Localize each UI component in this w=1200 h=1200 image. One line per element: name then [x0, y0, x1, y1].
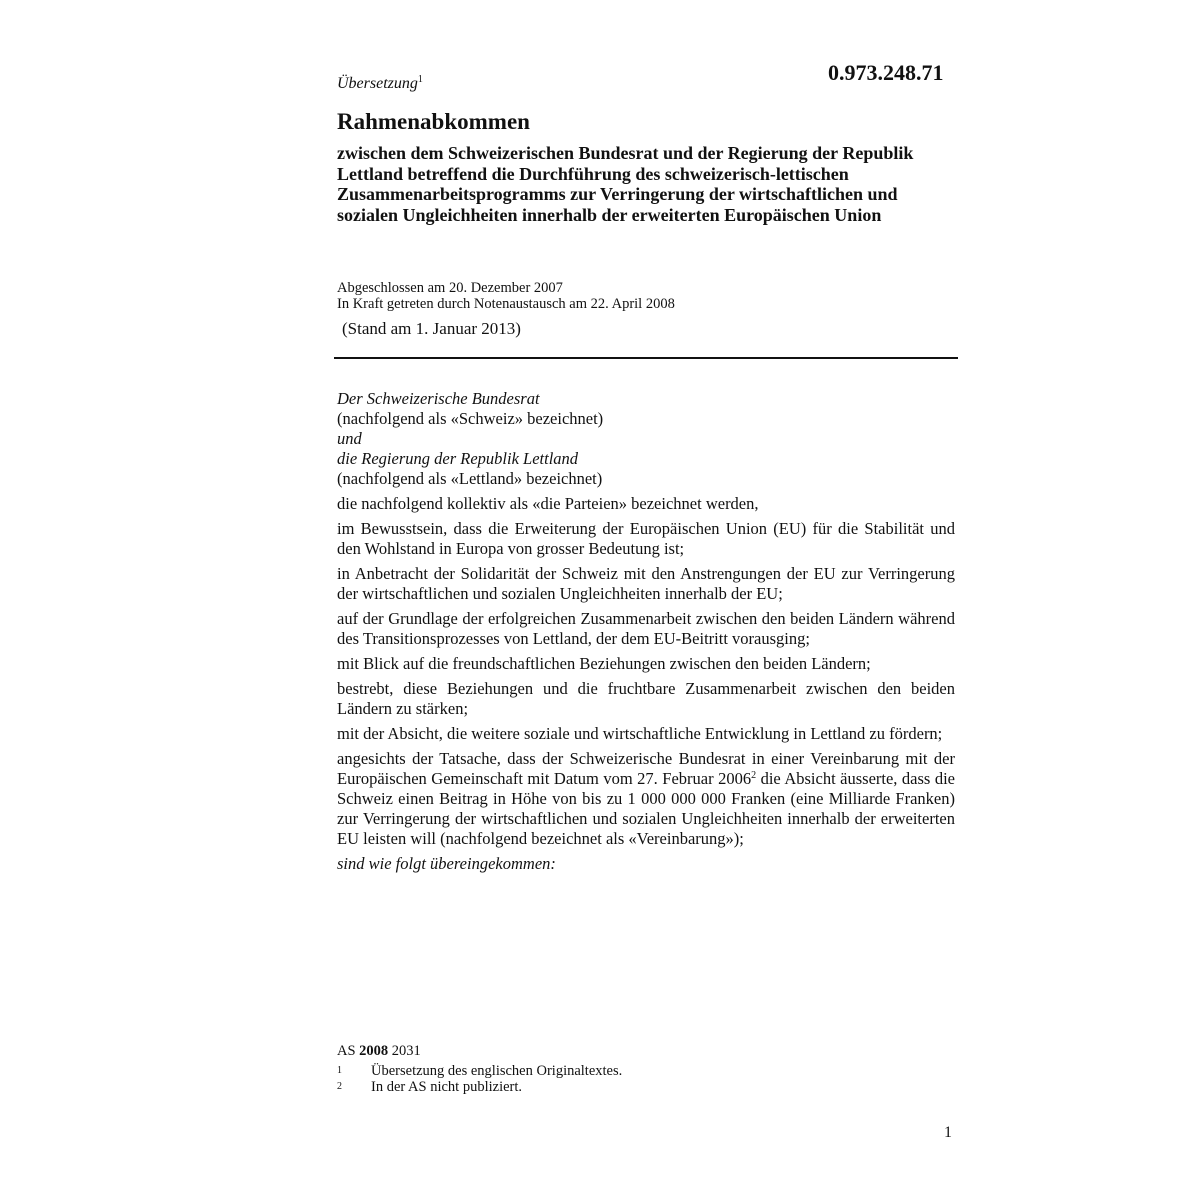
document-title: Rahmenabkommen — [337, 109, 530, 134]
document-subtitle: zwischen dem Schweizerischen Bundesrat und der Regierung der Republik Lettland betreffend die Durchführung des schweizerisch-lettischen Zusammenarbeitsprogramms zur Verringerung der wirtschaftlichen und sozialen Ungleichheiten innerhalb der erweiterten Europäischen Union — [337, 143, 914, 225]
in-force-date: In Kraft getreten durch Notenaustausch am 22. April 2008 — [337, 296, 675, 312]
preamble-last-recital — [337, 749, 955, 849]
footnote — [337, 1063, 622, 1079]
status-date: (Stand am 1. Januar 2013) — [342, 319, 521, 338]
preamble-paragraph: bestrebt, diese Beziehungen und die fruchtbare Zusammenarbeit zwischen den beiden Ländern zu stärken; — [337, 679, 955, 718]
preamble-paragraph: in Anbetracht der Solidarität der Schweiz mit den Anstrengungen der EU zur Verringerung der wirtschaftlichen und sozialen Ungleichheiten innerhalb der EU; — [337, 564, 955, 603]
footnote-text: In der AS nicht publiziert. — [371, 1079, 523, 1095]
document-body — [337, 389, 955, 879]
footnote-text: Übersetzung des englischen Originaltextes. — [371, 1063, 623, 1079]
footnote — [337, 1079, 622, 1095]
footnote-number: 1 — [337, 1065, 342, 1076]
footnote-number: 2 — [337, 1081, 342, 1092]
concluded-date: Abgeschlossen am 20. Dezember 2007 — [337, 280, 563, 296]
translation-text: Übersetzung — [337, 75, 418, 92]
recital-text-start: angesichts der Tatsache, dass der Schweizerische Bundesrat in einer Vereinbarung mit der Europäischen Gemeinschaft mit Datum vom 27. Februar 2006 — [337, 749, 955, 788]
sr-number: 0.973.248.71 — [828, 60, 944, 85]
page-number: 1 — [944, 1124, 952, 1141]
party-2-designation: (nachfolgend als «Lettland» bezeichnet) — [337, 469, 603, 488]
agreed-clause: sind wie folgt übereingekommen: — [337, 854, 556, 873]
party-1: Der Schweizerische Bundesrat — [337, 389, 540, 408]
conjunction-and: und — [337, 429, 362, 448]
party-2: die Regierung der Republik Lettland — [337, 449, 579, 468]
preamble-paragraph: mit Blick auf die freundschaftlichen Beziehungen zwischen den beiden Ländern; — [337, 654, 871, 673]
as-prefix: AS — [337, 1043, 356, 1059]
preamble-paragraph: auf der Grundlage der erfolgreichen Zusammenarbeit zwischen den beiden Ländern während des Transitionsprozesses von Lettland, der dem EU-Beitritt vorausging; — [337, 609, 955, 648]
recital-text-end: die Absicht äusserte, dass die Schweiz einen Beitrag in Höhe von bis zu 1 000 000 000 Franken (eine Milliarde Franken) zur Verringerung der wirtschaftlichen und sozialen Ungleichheiten innerhalb der erweiterten EU leisten will (nachfolgend bezeichnet als «Vereinbarung»); — [337, 769, 955, 848]
footnote-ref-1[interactable]: 1 — [417, 74, 423, 85]
header-divider — [334, 357, 958, 359]
as-year: 2008 — [359, 1043, 389, 1059]
as-page: 2031 — [391, 1043, 421, 1059]
as-reference — [337, 1043, 421, 1060]
party-1-designation: (nachfolgend als «Schweiz» bezeichnet) — [337, 409, 604, 428]
preamble-paragraph: die nachfolgend kollektiv als «die Parteien» bezeichnet werden, — [337, 494, 759, 513]
parties-block — [337, 389, 955, 489]
footnotes — [337, 1063, 622, 1095]
translation-label — [337, 74, 423, 93]
preamble-paragraph: im Bewusstsein, dass die Erweiterung der Europäischen Union (EU) für die Stabilität und den Wohlstand in Europa von grosser Bedeutung ist; — [337, 519, 955, 558]
preamble-paragraph: mit der Absicht, die weitere soziale und wirtschaftliche Entwicklung in Lettland zu fördern; — [337, 724, 943, 743]
footnote-ref-2[interactable]: 2 — [751, 770, 757, 781]
dates-block — [337, 280, 675, 312]
